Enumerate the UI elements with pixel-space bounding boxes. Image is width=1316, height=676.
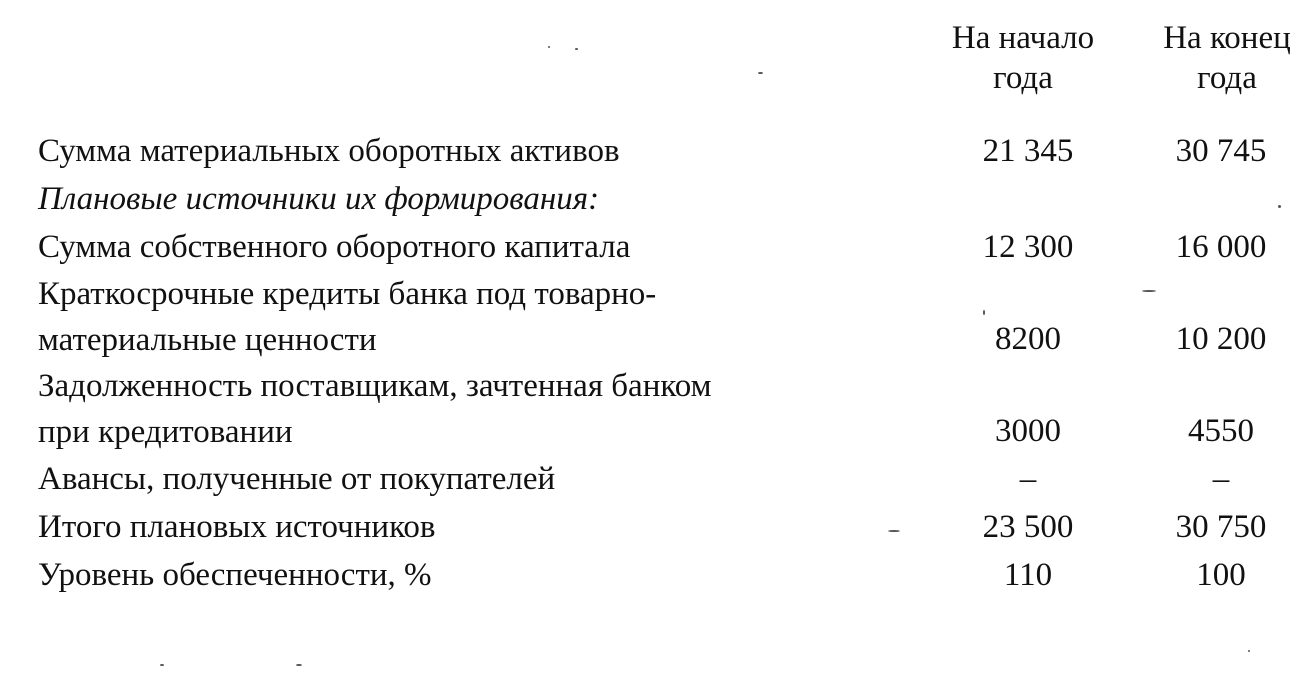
table-row xyxy=(38,363,1314,455)
row-value-end: 4550 xyxy=(1188,413,1254,449)
row-label: Сумма собственного оборотного капитала xyxy=(38,229,631,265)
scan-speck xyxy=(983,310,985,315)
table-row xyxy=(38,175,1314,223)
scan-speck xyxy=(296,664,302,666)
row-value-end: 100 xyxy=(1196,557,1246,593)
row-label: Сумма материальных оборотных активов xyxy=(38,133,620,169)
row-label xyxy=(38,271,928,363)
row-value-end: 30 745 xyxy=(1175,133,1267,169)
section-heading: Плановые источники их формирования: xyxy=(38,181,600,217)
row-label-line1: Задолженность поставщикам, зачтенная банком xyxy=(38,368,712,404)
scan-speck xyxy=(548,46,550,48)
row-value-start: – xyxy=(1019,461,1037,497)
row-value-end: 16 000 xyxy=(1175,229,1267,265)
row-value-start xyxy=(928,175,1128,223)
row-value-start: 12 300 xyxy=(982,229,1074,265)
scan-speck xyxy=(888,530,900,532)
row-value-start: 110 xyxy=(1003,557,1053,593)
scan-speck xyxy=(575,48,578,50)
column-header-start xyxy=(928,18,1118,98)
row-value-end xyxy=(1128,175,1314,223)
table-row xyxy=(38,503,1314,551)
financial-table xyxy=(38,127,1314,599)
column-header-start-line2: года xyxy=(993,60,1053,96)
row-value-start: 8200 xyxy=(995,321,1061,357)
scan-speck xyxy=(1278,205,1281,208)
row-label: Итого плановых источников xyxy=(38,509,436,545)
row-label-line2: при кредитовании xyxy=(38,414,293,450)
scan-speck xyxy=(160,664,164,666)
table-row xyxy=(38,551,1314,599)
scan-speck xyxy=(1248,650,1250,652)
row-label xyxy=(38,363,928,455)
scan-speck xyxy=(758,72,763,74)
column-header-end xyxy=(1138,18,1316,98)
row-label-line2: материальные ценности xyxy=(38,322,377,358)
row-label: Уровень обеспеченности, % xyxy=(38,557,432,593)
scan-speck xyxy=(1142,290,1156,292)
table-row xyxy=(38,271,1314,363)
row-value-start: 3000 xyxy=(995,413,1061,449)
row-value-end: 10 200 xyxy=(1175,321,1267,357)
column-header-end-line2: года xyxy=(1197,60,1257,96)
table-row xyxy=(38,127,1314,175)
row-value-end: – xyxy=(1212,461,1230,497)
column-header-start-line1: На начало xyxy=(951,20,1095,56)
row-label-line1: Краткосрочные кредиты банка под товарно- xyxy=(38,276,657,312)
table-row xyxy=(38,223,1314,271)
table-row xyxy=(38,455,1314,503)
row-value-end: 30 750 xyxy=(1175,509,1267,545)
row-value-start: 23 500 xyxy=(982,509,1074,545)
row-label: Авансы, полученные от покупателей xyxy=(38,461,556,497)
row-value-start: 21 345 xyxy=(982,133,1074,169)
column-header-end-line1: На конец xyxy=(1163,20,1291,56)
